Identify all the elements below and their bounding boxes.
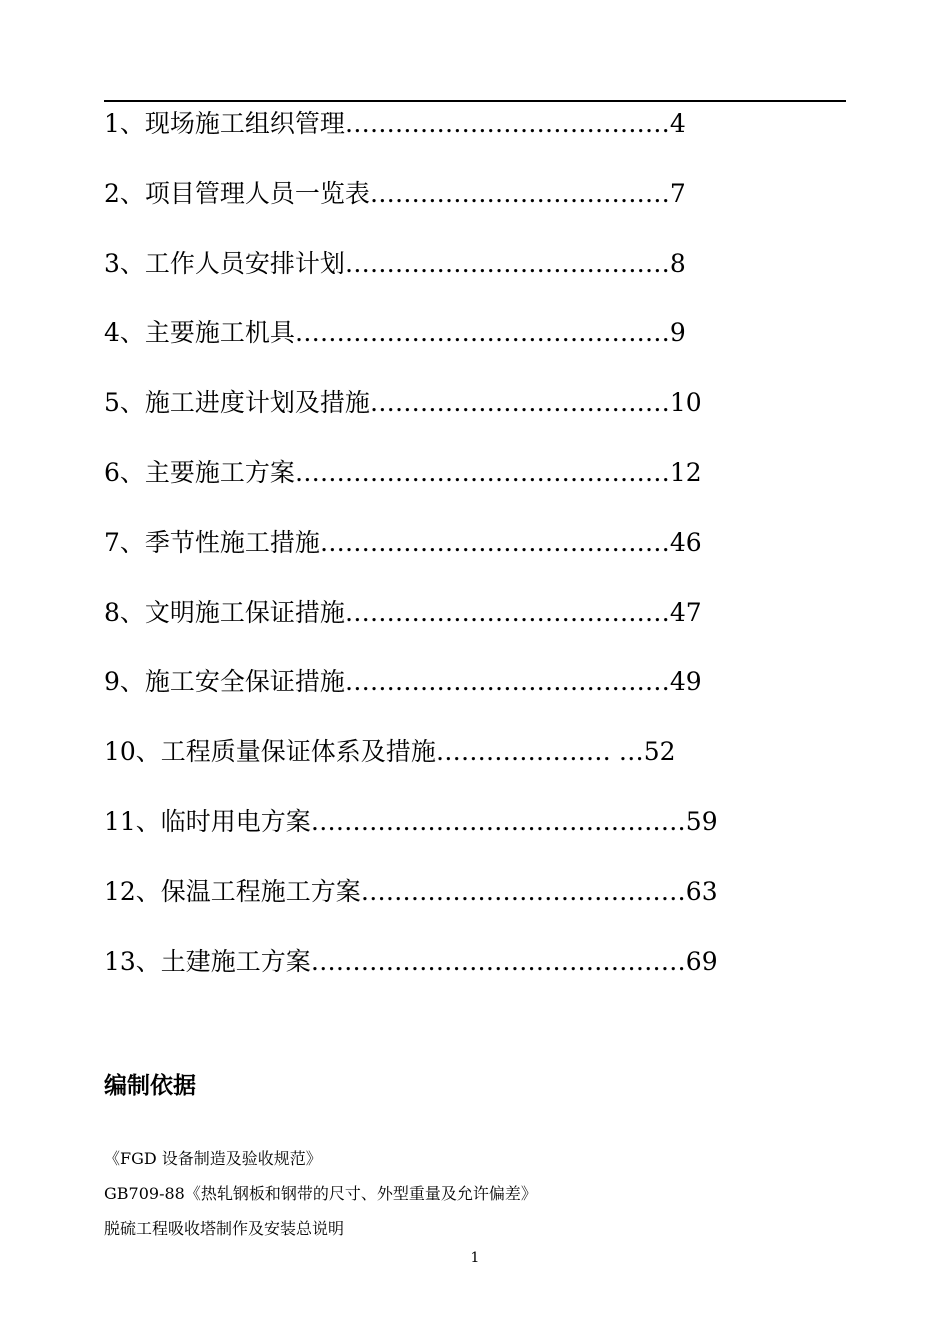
top-horizontal-rule	[104, 100, 846, 102]
toc-entry-9: 9、施工安全保证措施…………………………………49	[104, 667, 702, 697]
toc-entry-3: 3、工作人员安排计划…………………………………8	[104, 248, 686, 278]
basis-heading: 编制依据	[104, 1073, 196, 1099]
toc-entry-8: 8、文明施工保证措施…………………………………47	[104, 597, 702, 627]
toc-entry-5: 5、施工进度计划及措施………………………………10	[104, 388, 702, 418]
toc-entry-6: 6、主要施工方案………………………………………12	[104, 457, 702, 487]
basis-item-1: 《FGD 设备制造及验收规范》	[104, 1149, 322, 1168]
basis-item-3: 脱硫工程吸收塔制作及安装总说明	[104, 1219, 345, 1238]
basis-list	[104, 1146, 537, 1251]
toc-entry-12: 12、保温工程施工方案…………………………………63	[104, 876, 718, 906]
toc-entry-4: 4、主要施工机具………………………………………9	[104, 318, 686, 348]
basis-item-2: GB709-88《热轧钢板和钢带的尺寸、外型重量及允许偏差》	[104, 1184, 537, 1203]
toc-entry-10: 10、工程质量保证体系及措施………………… …52	[104, 737, 676, 767]
page-number: 1	[470, 1250, 480, 1266]
table-of-contents	[104, 104, 846, 1011]
toc-entry-13: 13、土建施工方案………………………………………69	[104, 946, 718, 976]
toc-entry-11: 11、临时用电方案………………………………………59	[104, 806, 718, 836]
toc-entry-2: 2、项目管理人员一览表………………………………7	[104, 178, 686, 208]
toc-entry-1: 1、现场施工组织管理…………………………………4	[104, 109, 686, 138]
toc-entry-7: 7、季节性施工措施……………………………………46	[104, 527, 702, 557]
